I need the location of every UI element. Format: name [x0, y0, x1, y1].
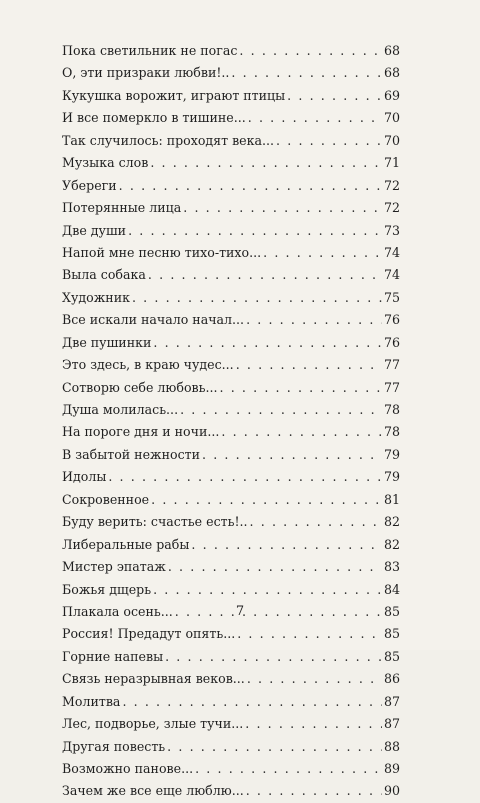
toc-entry	[62, 242, 400, 264]
toc-entry	[62, 152, 400, 174]
toc-entry-page: 68	[383, 43, 400, 58]
toc-dot-leader	[150, 152, 382, 174]
toc-entry-title: Все искали начало начал...	[62, 312, 245, 328]
toc-entry	[62, 421, 400, 443]
toc-entry	[62, 287, 400, 309]
toc-dot-leader	[263, 242, 382, 264]
toc-entry-page: 73	[383, 222, 400, 238]
toc-entry-page: 75	[383, 289, 400, 305]
toc-entry-page: 83	[383, 559, 400, 575]
toc-entry-page: 87	[383, 693, 400, 709]
toc-entry-page: 70	[383, 110, 400, 126]
toc-dot-leader	[248, 107, 382, 129]
toc-entry	[62, 377, 400, 399]
toc-entry	[62, 197, 400, 219]
toc-entry-title: Божья дщерь	[62, 581, 152, 597]
toc-entry-title: Две пушинки	[62, 334, 152, 350]
toc-dot-leader	[220, 377, 382, 399]
toc-entry	[62, 713, 400, 735]
toc-entry-title: И все померкло в тишине...	[62, 110, 246, 126]
toc-entry-title: Две души	[62, 222, 127, 238]
toc-entry-page: 74	[383, 244, 400, 260]
toc-entry	[62, 511, 400, 533]
toc-dot-leader	[236, 354, 382, 376]
toc-dot-leader	[119, 175, 382, 197]
toc-entry-title: Возможно панове...	[62, 761, 194, 776]
toc-dot-leader	[167, 736, 382, 758]
toc-dot-leader	[246, 309, 382, 331]
toc-entry-title: Горние напевы	[62, 648, 164, 664]
toc-entry	[62, 85, 400, 107]
toc-entry-page: 82	[383, 536, 400, 552]
toc-entry	[62, 264, 400, 286]
toc-entry-title: Плакала осень...	[62, 603, 173, 619]
toc-entry-page: 84	[383, 581, 400, 597]
table-of-contents	[62, 40, 400, 803]
toc-entry-title: Буду верить: счастье есть!..	[62, 514, 248, 530]
toc-dot-leader	[132, 287, 382, 309]
toc-dot-leader	[128, 220, 382, 242]
toc-dot-leader	[183, 197, 382, 219]
toc-entry	[62, 736, 400, 758]
toc-entry-page: 68	[383, 65, 400, 81]
toc-entry-title: На пороге дня и ночи...	[62, 424, 220, 440]
toc-entry-page: 69	[383, 87, 400, 103]
toc-entry-title: Убереги	[62, 177, 117, 193]
toc-dot-leader	[202, 444, 382, 466]
toc-dot-leader	[245, 713, 382, 735]
toc-entry	[62, 40, 400, 62]
toc-entry	[62, 780, 400, 802]
page-number: 7	[235, 604, 245, 619]
toc-entry-title: Выла собака	[62, 267, 146, 283]
toc-entry-page: 89	[383, 761, 400, 776]
toc-entry-title: Мистер эпатаж	[62, 559, 166, 575]
toc-entry-title: Россия! Предадут опять...	[62, 626, 236, 642]
toc-dot-leader	[153, 332, 382, 354]
toc-entry-page: 85	[383, 603, 400, 619]
toc-entry-title: Напой мне песню тихо-тихо...	[62, 244, 262, 260]
toc-entry-page: 74	[383, 267, 400, 283]
toc-entry-page: 72	[383, 200, 400, 216]
toc-entry-page: 79	[383, 469, 400, 485]
toc-entry-page: 86	[383, 671, 400, 687]
toc-entry	[62, 556, 400, 578]
toc-entry-title: Лес, подворье, злые тучи...	[62, 716, 244, 732]
toc-dot-leader	[231, 62, 382, 84]
toc-entry	[62, 220, 400, 242]
toc-entry	[62, 623, 400, 645]
toc-entry-title: В забытой нежности	[62, 446, 201, 462]
toc-entry-page: 85	[383, 648, 400, 664]
toc-entry-page: 90	[383, 783, 400, 799]
toc-dot-leader	[250, 511, 382, 533]
toc-entry	[62, 691, 400, 713]
toc-dot-leader	[276, 130, 382, 152]
toc-entry-title: Молитва	[62, 693, 121, 709]
toc-entry-page: 72	[383, 177, 400, 193]
toc-dot-leader	[247, 668, 382, 690]
toc-entry-title: Пока светильник не погас	[62, 43, 238, 58]
toc-entry	[62, 579, 400, 601]
toc-entry-title: О, эти призраки любви!..	[62, 65, 230, 81]
toc-entry-page: 71	[383, 155, 400, 171]
toc-dot-leader	[195, 758, 382, 780]
toc-entry	[62, 107, 400, 129]
toc-entry-page: 87	[383, 716, 400, 732]
toc-entry-page: 85	[383, 626, 400, 642]
toc-entry	[62, 534, 400, 556]
toc-dot-leader	[191, 534, 382, 556]
toc-entry-page: 88	[383, 738, 400, 754]
toc-entry	[62, 175, 400, 197]
toc-entry-title: Душа молилась...	[62, 402, 179, 417]
toc-entry-title: Кукушка ворожит, играют птицы	[62, 87, 286, 103]
toc-dot-leader	[221, 421, 382, 443]
toc-entry-page: 76	[383, 334, 400, 350]
toc-entry-title: Связь неразрывная веков...	[62, 671, 245, 687]
toc-entry-page: 79	[383, 446, 400, 462]
toc-entry	[62, 62, 400, 84]
toc-entry-title: Художник	[62, 289, 130, 305]
toc-entry-page: 76	[383, 312, 400, 328]
toc-entry-title: Так случилось: проходят века...	[62, 132, 275, 148]
toc-dot-leader	[168, 556, 382, 578]
toc-entry	[62, 354, 400, 376]
toc-dot-leader	[122, 691, 382, 713]
toc-entry-page: 81	[383, 491, 400, 507]
toc-entry	[62, 758, 400, 780]
toc-dot-leader	[180, 399, 382, 421]
toc-entry-page: 82	[383, 514, 400, 530]
toc-entry-page: 77	[383, 357, 400, 373]
toc-entry	[62, 399, 400, 421]
toc-dot-leader	[148, 264, 382, 286]
toc-dot-leader	[108, 466, 382, 488]
toc-entry-title: Идолы	[62, 469, 107, 485]
toc-entry	[62, 332, 400, 354]
toc-entry	[62, 130, 400, 152]
toc-entry-page: 78	[383, 402, 400, 417]
toc-dot-leader	[239, 40, 382, 62]
toc-entry-page: 77	[383, 379, 400, 395]
toc-entry-title: Либеральные рабы	[62, 536, 190, 552]
toc-entry	[62, 444, 400, 466]
toc-dot-leader	[165, 646, 382, 668]
toc-entry	[62, 489, 400, 511]
toc-entry-title: Потерянные лица	[62, 200, 182, 216]
toc-entry-title: Сокровенное	[62, 491, 150, 507]
toc-entry-page: 78	[383, 424, 400, 440]
toc-entry-title: Сотворю себе любовь...	[62, 379, 218, 395]
toc-entry	[62, 309, 400, 331]
toc-entry	[62, 668, 400, 690]
toc-entry	[62, 646, 400, 668]
toc-entry-title: Другая повесть	[62, 738, 166, 754]
toc-dot-leader	[153, 579, 382, 601]
toc-entry	[62, 466, 400, 488]
toc-entry-title: Зачем же все еще люблю...	[62, 783, 244, 799]
toc-dot-leader	[151, 489, 382, 511]
toc-entry-page: 70	[383, 132, 400, 148]
toc-dot-leader	[287, 85, 382, 107]
toc-dot-leader	[246, 780, 382, 802]
toc-dot-leader	[237, 623, 382, 645]
toc-entry-title: Музыка слов	[62, 155, 149, 171]
toc-entry-title: Это здесь, в краю чудес...	[62, 357, 234, 373]
